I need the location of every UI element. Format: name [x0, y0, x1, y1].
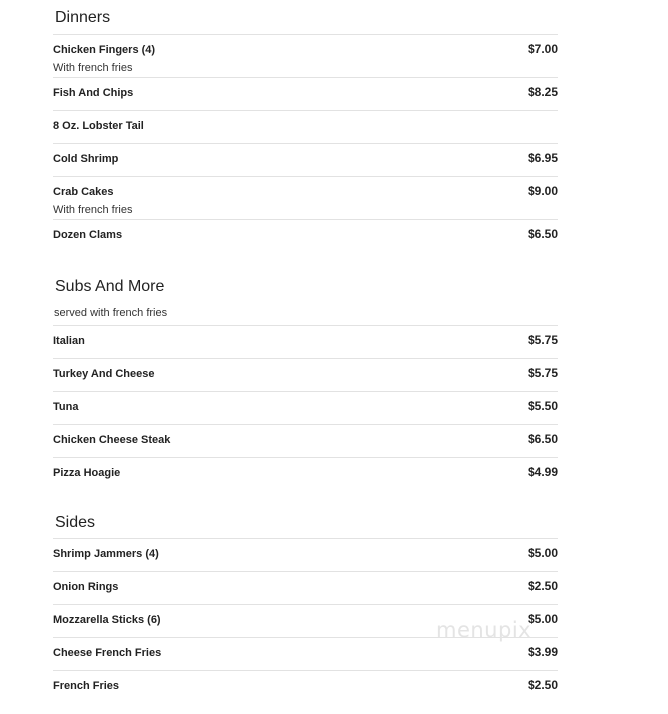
item-name: Crab Cakes — [53, 186, 114, 198]
section-title: Sides — [53, 508, 558, 539]
menu-item — [53, 458, 558, 490]
item-name: Fish And Chips — [53, 87, 134, 99]
section-subs-and-more — [53, 273, 558, 490]
menu-item — [53, 392, 558, 425]
menu-item — [53, 425, 558, 458]
item-description: With french fries — [53, 62, 133, 74]
item-description: With french fries — [53, 204, 133, 216]
item-price: $5.75 — [527, 333, 558, 347]
item-name: Turkey And Cheese — [53, 368, 155, 380]
item-name: Onion Rings — [53, 581, 119, 593]
item-price: $6.50 — [527, 227, 558, 241]
menu-item — [53, 638, 558, 671]
item-price: $6.50 — [527, 432, 558, 446]
section-sides — [53, 508, 558, 703]
menu-item — [53, 111, 558, 144]
item-price: $7.00 — [527, 42, 558, 56]
section-note: served with french fries — [53, 301, 558, 326]
item-price: $6.95 — [527, 151, 558, 165]
item-name: Shrimp Jammers (4) — [53, 548, 159, 560]
menu-item — [53, 220, 558, 252]
item-price: $5.75 — [527, 366, 558, 380]
watermark-logo: menupix — [436, 618, 532, 642]
item-name: Pizza Hoagie — [53, 467, 121, 479]
section-dinners — [53, 0, 558, 252]
menu — [53, 0, 558, 703]
menu-item — [53, 177, 558, 220]
item-name: Italian — [53, 335, 85, 347]
item-name: Mozzarella Sticks (6) — [53, 614, 161, 626]
menu-item — [53, 78, 558, 111]
menu-item — [53, 572, 558, 605]
section-title: Subs And More — [55, 278, 165, 295]
item-price: $5.50 — [527, 399, 558, 413]
item-name: Chicken Fingers (4) — [53, 44, 156, 56]
item-name: 8 Oz. Lobster Tail — [53, 120, 144, 132]
item-price: $3.99 — [527, 645, 558, 659]
item-name: Cold Shrimp — [53, 153, 119, 165]
menu-item — [53, 671, 558, 703]
menu-item — [53, 539, 558, 572]
menu-item — [53, 144, 558, 177]
item-price: $2.50 — [527, 579, 558, 593]
item-price: $2.50 — [527, 678, 558, 692]
item-name: Cheese French Fries — [53, 647, 162, 659]
item-name: Tuna — [53, 401, 79, 413]
item-name: French Fries — [53, 680, 120, 692]
item-price: $9.00 — [527, 184, 558, 198]
item-price: $5.00 — [527, 546, 558, 560]
menu-item — [53, 326, 558, 359]
item-name: Chicken Cheese Steak — [53, 434, 171, 446]
item-price: $8.25 — [527, 85, 558, 99]
item-name: Dozen Clams — [53, 229, 123, 241]
item-price: $4.99 — [527, 465, 558, 479]
section-title: Dinners — [53, 0, 558, 35]
item-price: $5.00 — [527, 612, 558, 626]
menu-item — [53, 359, 558, 392]
menu-item — [53, 35, 558, 78]
